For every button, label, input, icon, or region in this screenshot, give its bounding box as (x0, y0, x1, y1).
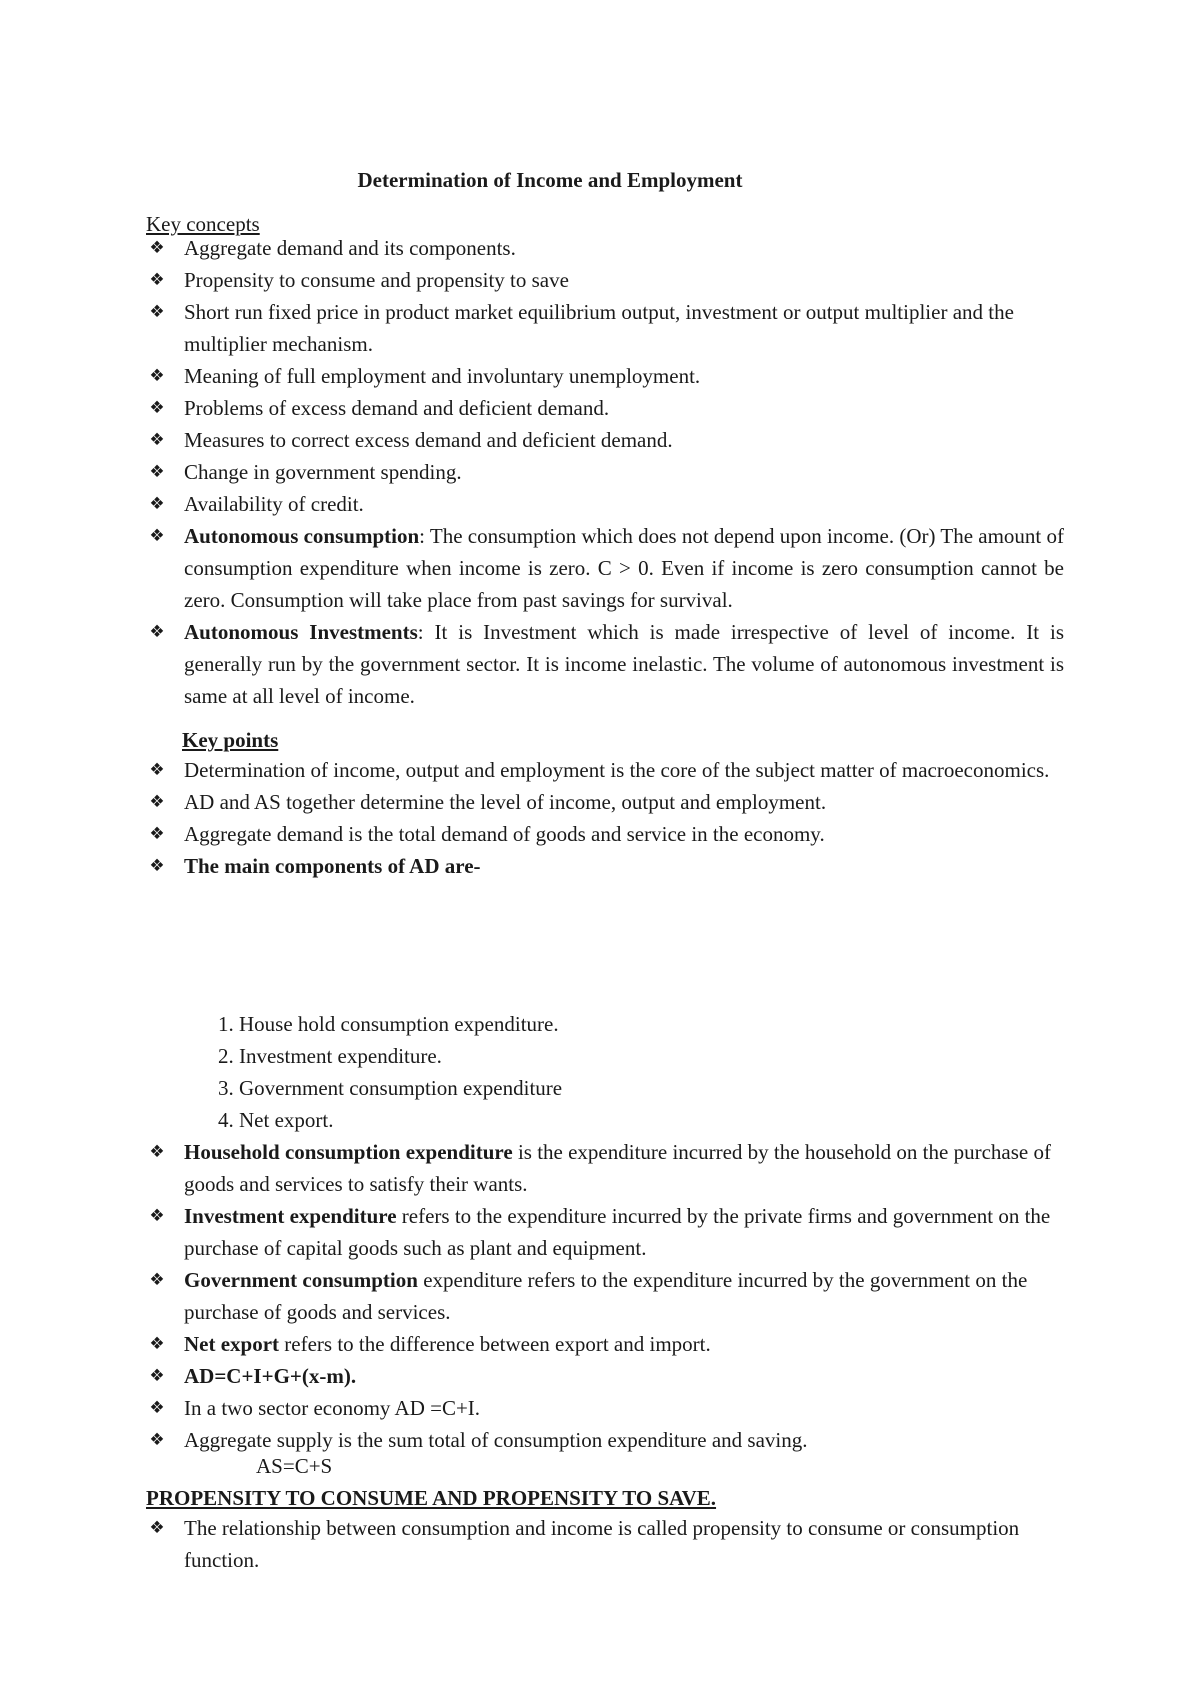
key-concepts-heading: Key concepts (146, 212, 260, 236)
component-item: 3. Government consumption expenditure (218, 1076, 563, 1100)
key-points-list-continued (149, 1136, 1064, 1456)
diamond-bullet-icon: ❖ (149, 792, 165, 812)
bold-term: Investment expenditure (184, 1204, 397, 1228)
item-text: Change in government spending. (184, 460, 462, 484)
propensity-list (149, 1512, 1064, 1576)
item-text: Short run fixed price in product market equilibrium output, investment or output multiplier and the multiplier mechanism. (184, 300, 1014, 356)
bold-term: Autonomous consumption (184, 524, 420, 548)
item-text: Meaning of full employment and involuntary unemployment. (184, 364, 701, 388)
propensity-heading: PROPENSITY TO CONSUME AND PROPENSITY TO SAVE. (146, 1486, 717, 1510)
diamond-bullet-icon: ❖ (149, 366, 165, 386)
list-item (149, 360, 1064, 392)
item-text: The relationship between consumption and income is called propensity to consume or consumption function. (184, 1516, 1020, 1572)
list-item (149, 456, 1064, 488)
item-text: In a two sector economy AD =C+I. (184, 1396, 481, 1420)
item-text: refers to the expenditure incurred by the private firms and government on the purchase of capital goods such as plant and equipment. (184, 1204, 1051, 1260)
diamond-bullet-icon: ❖ (149, 398, 165, 418)
component-item: 1. House hold consumption expenditure. (218, 1012, 559, 1036)
list-item (149, 1136, 1064, 1200)
key-concepts-list (149, 232, 1065, 712)
item-text: Propensity to consume and propensity to save (184, 268, 569, 292)
diamond-bullet-icon: ❖ (149, 270, 165, 290)
item-text: Determination of income, output and employment is the core of the subject matter of macroeconomics. (184, 758, 1050, 782)
diamond-bullet-icon: ❖ (149, 760, 165, 780)
item-text: refers to the difference between export and import. (279, 1332, 711, 1356)
bold-term: Household consumption expenditure (184, 1140, 513, 1164)
ad-components-list (218, 1008, 562, 1136)
diamond-bullet-icon: ❖ (149, 1430, 165, 1450)
item-text: is the expenditure incurred by the household on the purchase of goods and services to satisfy their wants. (184, 1140, 1051, 1196)
diamond-bullet-icon: ❖ (149, 824, 165, 844)
as-formula: AS=C+S (256, 1454, 333, 1478)
list-item (149, 1392, 1064, 1424)
list-item (149, 520, 1065, 616)
item-text: Measures to correct excess demand and deficient demand. (184, 428, 673, 452)
list-item (149, 850, 1064, 882)
item-text: Aggregate demand is the total demand of goods and service in the economy. (184, 822, 825, 846)
diamond-bullet-icon: ❖ (149, 430, 165, 450)
item-text: AD and AS together determine the level of income, output and employment. (184, 790, 827, 814)
diamond-bullet-icon: ❖ (149, 1142, 165, 1162)
diamond-bullet-icon: ❖ (149, 1518, 165, 1538)
list-item (149, 1328, 1064, 1360)
list-item (149, 1200, 1064, 1264)
diamond-bullet-icon: ❖ (149, 1398, 165, 1418)
diamond-bullet-icon: ❖ (149, 1206, 165, 1226)
diamond-bullet-icon: ❖ (149, 238, 165, 258)
list-item (149, 754, 1064, 786)
list-item (149, 1264, 1064, 1328)
item-text: expenditure refers to the expenditure incurred by the government on the purchase of goods and services. (184, 1268, 1028, 1324)
document-title: Determination of Income and Employment (357, 168, 743, 192)
list-item (149, 1360, 1064, 1392)
list-item (149, 786, 1064, 818)
diamond-bullet-icon: ❖ (149, 622, 165, 642)
key-points-heading: Key points (182, 728, 279, 752)
diamond-bullet-icon: ❖ (149, 302, 165, 322)
diamond-bullet-icon: ❖ (149, 462, 165, 482)
list-item (149, 232, 1064, 264)
item-text: Problems of excess demand and deficient demand. (184, 396, 610, 420)
list-item (149, 488, 1064, 520)
diamond-bullet-icon: ❖ (149, 1334, 165, 1354)
list-item (149, 424, 1064, 456)
list-item (149, 818, 1064, 850)
bold-term: Net export (184, 1332, 280, 1356)
diamond-bullet-icon: ❖ (149, 856, 165, 876)
list-item (149, 616, 1065, 712)
bold-term: AD=C+I+G+(x-m). (184, 1364, 357, 1388)
bold-term: The main components of AD are- (184, 854, 481, 878)
list-item (149, 1512, 1064, 1576)
diamond-bullet-icon: ❖ (149, 494, 165, 514)
diamond-bullet-icon: ❖ (149, 1366, 165, 1386)
bold-term: Government consumption (184, 1268, 418, 1292)
list-item (149, 264, 1064, 296)
key-points-list (149, 754, 1064, 882)
item-text: Aggregate demand and its components. (184, 236, 516, 260)
item-text: Availability of credit. (184, 492, 364, 516)
component-item: 2. Investment expenditure. (218, 1044, 442, 1068)
item-text: : The consumption which does not depend upon income. (Or) The amount of consumption expenditure when income is zero. C > 0. Even if income is zero consumption cannot be zero. Consumption will take place from past savings for survival. (184, 524, 1065, 612)
list-item (149, 392, 1064, 424)
component-item: 4. Net export. (218, 1108, 334, 1132)
diamond-bullet-icon: ❖ (149, 1270, 165, 1290)
item-text: Aggregate supply is the sum total of consumption expenditure and saving. (184, 1428, 808, 1452)
diamond-bullet-icon: ❖ (149, 526, 165, 546)
item-text: : It is Investment which is made irrespective of level of income. It is generally run by the government sector. It is income inelastic. The volume of autonomous investment is same at all level of income. (184, 620, 1065, 708)
bold-term: Autonomous Investments (184, 620, 418, 644)
list-item (149, 296, 1064, 360)
